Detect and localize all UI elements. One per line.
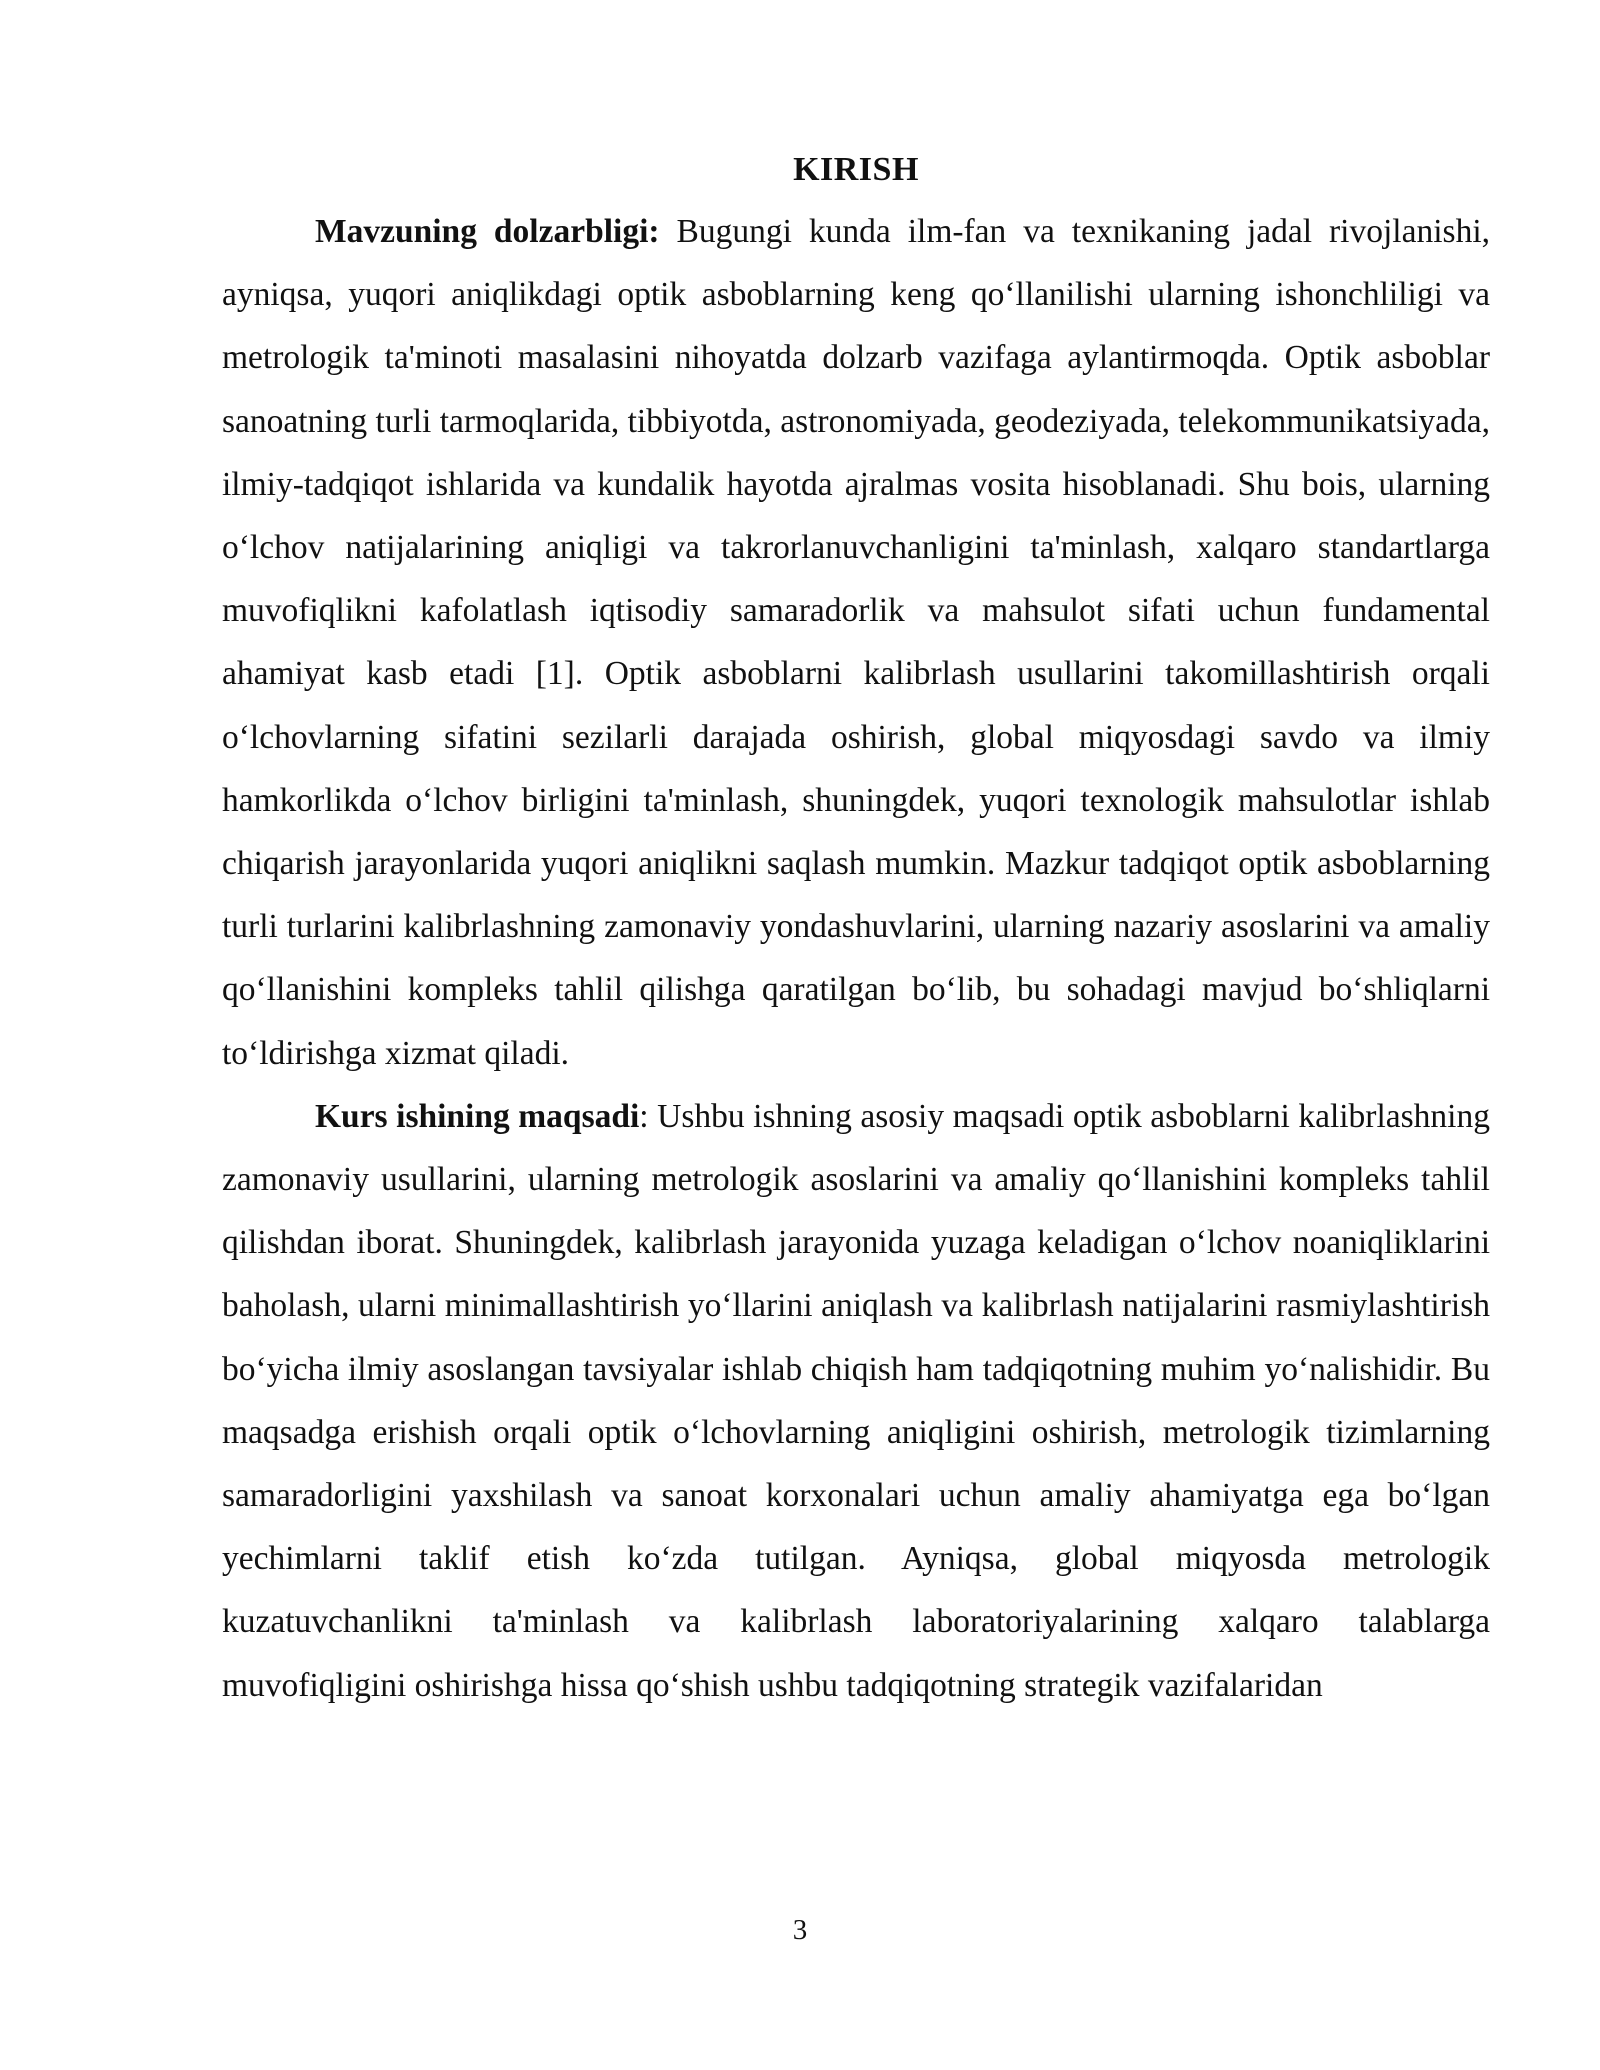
paragraph-goal (222, 1085, 1490, 1717)
paragraph-text: : Ushbu ishning asosiy maqsadi optik asboblarni kalibrlashning zamonaviy usullarini, ularning metrologik asoslarini va amaliy qo‘llanishini kompleks tahlil qilishdan iborat. Shuningdek, kalibrlash jarayonida yuzaga keladigan o‘lchov noaniqliklarini baholash, ularni minimallashtirish yo‘llarini aniqlash va kalibrlash natijalarini rasmiylashtirish bo‘yicha ilmiy asoslangan tavsiyalar ishlab chiqish ham tadqiqotning muhim yo‘nalishidir. Bu maqsadga erishish orqali optik o‘lchovlarning aniqligini oshirish, metrologik tizimlarning samaradorligini yaxshilash va sanoat korxonalari uchun amaliy ahamiyatga ega bo‘lgan yechimlarni taklif etish ko‘zda tutilgan. Ayniqsa, global miqyosda metrologik kuzatuvchanlikni ta'minlash va kalibrlash laboratoriyalarining xalqaro talablarga muvofiqligini oshirishga hissa qo‘shish ushbu tadqiqotning strategik vazifalaridan (222, 1097, 1490, 1704)
paragraph-lead: Mavzuning dolzarbligi: (315, 213, 660, 250)
paragraph-text: Bugungi kunda ilm-fan va texnikaning jadal rivojlanishi, ayniqsa, yuqori aniqlikdagi optik asboblarning keng qo‘llanilishi ularning ishonchliligi va metrologik ta'minoti masalasini nihoyatda dolzarb vazifaga aylantirmoqda. Optik asboblar sanoatning turli tarmoqlarida, tibbiyotda, astronomiyada, geodeziyada, telekommunikatsiyada, ilmiy-tadqiqot ishlarida va kundalik hayotda ajralmas vosita hisoblanadi. Shu bois, ularning o‘lchov natijalarining aniqligi va takrorlanuvchanligini ta'minlash, xalqaro standartlarga muvofiqlikni kafolatlash iqtisodiy samaradorlik va mahsulot sifati uchun fundamental ahamiyat kasb etadi [1]. Optik asboblarni kalibrlash usullarini takomillashtirish orqali o‘lchovlarning sifatini sezilarli darajada oshirish, global miqyosdagi savdo va ilmiy hamkorlikda o‘lchov birligini ta'minlash, shuningdek, yuqori texnologik mahsulotlar ishlab chiqarish jarayonlarida yuqori aniqlikni saqlash mumkin. Mazkur tadqiqot optik asboblarning turli turlarini kalibrlashning zamonaviy yondashuvlarini, ularning nazariy asoslarini va amaliy qo‘llanishini kompleks tahlil qilishga qaratilgan bo‘lib, bu sohadagi mavjud bo‘shliqlarni to‘ldirishga xizmat qiladi. (222, 213, 1491, 1072)
paragraph-lead: Kurs ishining maqsadi (315, 1097, 640, 1135)
section-heading: KIRISH (793, 151, 919, 188)
page-number: 3 (792, 1914, 808, 1946)
document-page (222, 148, 1490, 1717)
paragraph-relevance (222, 200, 1490, 1085)
